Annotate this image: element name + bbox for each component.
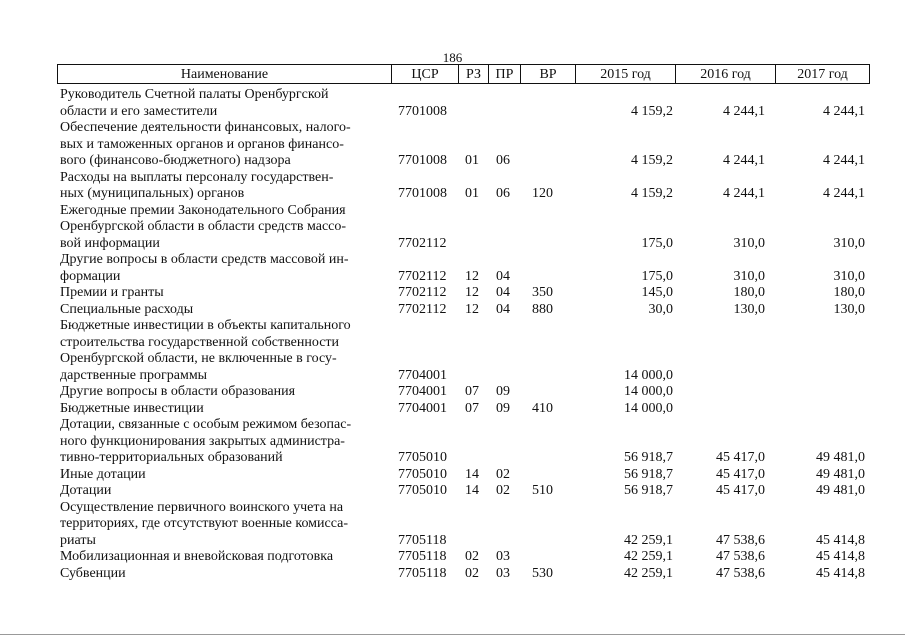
- row-pr: 06: [496, 153, 510, 168]
- column-header-rz: РЗ: [458, 65, 488, 83]
- row-value-2015: 56 918,7: [624, 466, 673, 482]
- row-name-line: Специальные расходы: [60, 301, 194, 317]
- row-name: [60, 120, 390, 170]
- column-header-name: Наименование: [180, 67, 269, 82]
- table-row: [60, 549, 868, 566]
- row-csr: 7701008: [398, 186, 447, 201]
- row-value-2016: 45 417,0: [716, 450, 765, 465]
- row-name: [60, 483, 390, 500]
- row-name-line: Оренбургской области в области средств массо-: [60, 219, 347, 234]
- row-value-2015: 4 159,2: [631, 186, 673, 201]
- row-name: [60, 318, 390, 384]
- row-name-line: вого (финансово-бюджетного) надзора: [60, 153, 291, 168]
- row-value-2016: 47 538,6: [716, 532, 765, 548]
- row-pr: 03: [496, 565, 510, 581]
- row-name: [60, 549, 390, 566]
- row-rz: 12: [465, 285, 479, 300]
- row-name-line: Субвенции: [60, 565, 126, 581]
- row-name-line: Руководитель Счетной палаты Оренбургской: [60, 87, 329, 102]
- row-name-line: Бюджетные инвестиции в объекты капитального: [60, 318, 351, 333]
- table-row: [60, 417, 868, 467]
- row-name-line: Премии и гранты: [60, 285, 164, 300]
- row-pr: 09: [496, 400, 510, 416]
- row-value-2015: 42 259,1: [624, 532, 673, 548]
- row-name-line: Ежегодные премии Законодательного Собрания: [60, 202, 346, 218]
- row-csr: 7705118: [398, 565, 447, 581]
- row-value-2015: 145,0: [641, 285, 673, 300]
- row-vr: 410: [532, 400, 553, 416]
- row-csr: 7705118: [398, 549, 447, 564]
- row-value-2016: 310,0: [733, 235, 765, 251]
- row-name: [60, 302, 390, 319]
- row-value-2017: 49 481,0: [816, 450, 865, 465]
- row-rz: 07: [465, 400, 479, 416]
- row-name-line: ного функционирования закрытых администра-: [60, 433, 345, 449]
- row-name: [60, 285, 390, 302]
- row-value-2017: 4 244,1: [823, 103, 865, 119]
- row-rz: 07: [465, 384, 479, 399]
- column-header-2015: 2015 год: [575, 65, 675, 83]
- row-csr: 7704001: [398, 400, 447, 416]
- row-pr: 02: [496, 466, 510, 482]
- row-csr: 7705010: [398, 483, 447, 498]
- table-row: [60, 120, 868, 170]
- row-name-line: дарственные программы: [60, 367, 208, 383]
- row-value-2015: 14 000,0: [624, 367, 673, 383]
- row-value-2016: 47 538,6: [716, 565, 765, 581]
- table-row: [60, 170, 868, 203]
- row-name-line: риаты: [60, 532, 96, 548]
- row-value-2017: 45 414,8: [816, 549, 865, 564]
- table-row: [60, 285, 868, 302]
- row-value-2016: 310,0: [733, 268, 765, 284]
- row-value-2017: 45 414,8: [816, 532, 865, 548]
- row-vr: 350: [532, 285, 553, 300]
- row-value-2015: 56 918,7: [624, 483, 673, 498]
- row-name: [60, 170, 390, 203]
- row-name-line: тивно-территориальных образований: [60, 450, 283, 465]
- table-row: [60, 203, 868, 253]
- table-row: [60, 384, 868, 401]
- row-vr: 530: [532, 565, 553, 581]
- row-rz: 14: [465, 466, 479, 482]
- row-name: [60, 203, 390, 253]
- row-rz: 01: [465, 153, 479, 168]
- row-pr: 06: [496, 186, 510, 201]
- row-name: [60, 500, 390, 550]
- row-csr: 7702112: [398, 268, 447, 284]
- table-row: [60, 467, 868, 484]
- row-name-line: строительства государственной собственности: [60, 334, 340, 350]
- row-name-line: Дотации, связанные с особым режимом безопас-: [60, 417, 352, 432]
- row-name: [60, 417, 390, 467]
- column-header-2016: 2016 год: [675, 65, 775, 83]
- row-value-2015: 30,0: [648, 301, 673, 317]
- table-row: [60, 318, 868, 384]
- row-rz: 12: [465, 301, 479, 317]
- page-number: 186: [442, 50, 463, 65]
- row-name-line: Другие вопросы в области образования: [60, 384, 296, 399]
- row-csr: 7704001: [398, 367, 447, 383]
- row-name-line: Мобилизационная и вневойсковая подготовка: [60, 549, 334, 564]
- row-value-2015: 14 000,0: [624, 384, 673, 399]
- row-csr: 7702112: [398, 285, 447, 300]
- row-name-line: вых и таможенных органов и органов финансо-: [60, 136, 344, 152]
- row-pr: 02: [496, 483, 510, 498]
- row-rz: 02: [465, 549, 479, 564]
- table-row: [60, 302, 868, 319]
- row-value-2017: 180,0: [833, 285, 865, 300]
- row-csr: 7702112: [398, 301, 447, 317]
- column-header-pr: ПР: [488, 65, 520, 83]
- row-vr: 120: [532, 186, 553, 201]
- row-rz: 01: [465, 186, 479, 201]
- row-value-2016: 4 244,1: [723, 103, 765, 119]
- row-name: [60, 467, 390, 484]
- row-value-2015: 175,0: [641, 235, 673, 251]
- row-name-line: области и его заместители: [60, 103, 218, 119]
- row-name-line: Осуществление первичного воинского учета на: [60, 499, 344, 515]
- row-value-2016: 47 538,6: [716, 549, 765, 564]
- row-value-2015: 42 259,1: [624, 549, 673, 564]
- row-name-line: ных (муниципальных) органов: [60, 186, 245, 201]
- table-header: [57, 64, 870, 84]
- row-value-2016: 4 244,1: [723, 153, 765, 168]
- table-row: [60, 401, 868, 418]
- row-name-line: Расходы на выплаты персоналу государствен-: [60, 169, 334, 185]
- table-row: [60, 252, 868, 285]
- row-name-line: Бюджетные инвестиции: [60, 400, 204, 416]
- row-pr: 04: [496, 268, 510, 284]
- row-name: [60, 252, 390, 285]
- row-value-2017: 49 481,0: [816, 466, 865, 482]
- row-value-2015: 4 159,2: [631, 103, 673, 119]
- row-csr: 7701008: [398, 103, 447, 119]
- column-header-2017: 2017 год: [775, 65, 869, 83]
- table-row: [60, 483, 868, 500]
- row-value-2016: 45 417,0: [716, 483, 765, 498]
- row-vr: 880: [532, 301, 553, 317]
- table-row: [60, 87, 868, 120]
- row-pr: 04: [496, 285, 510, 300]
- row-value-2017: 49 481,0: [816, 483, 865, 498]
- row-name-line: Оренбургской области, не включенные в госу-: [60, 351, 337, 366]
- row-csr: 7701008: [398, 153, 447, 168]
- row-name-line: вой информации: [60, 235, 160, 251]
- row-csr: 7705118: [398, 532, 447, 548]
- row-pr: 03: [496, 549, 510, 564]
- table-row: [60, 500, 868, 550]
- row-value-2017: 4 244,1: [823, 153, 865, 168]
- row-pr: 09: [496, 384, 510, 399]
- row-name-line: Иные дотации: [60, 466, 146, 482]
- row-value-2015: 56 918,7: [624, 450, 673, 465]
- row-value-2017: 310,0: [833, 268, 865, 284]
- column-header-csr: ЦСР: [391, 65, 458, 83]
- table-row: [60, 566, 868, 583]
- row-name: [60, 87, 390, 120]
- row-name: [60, 384, 390, 401]
- row-rz: 02: [465, 565, 479, 581]
- row-value-2015: 175,0: [641, 268, 673, 284]
- row-value-2015: 4 159,2: [631, 153, 673, 168]
- row-value-2015: 42 259,1: [624, 565, 673, 581]
- row-name-line: Другие вопросы в области средств массовой ин-: [60, 252, 349, 267]
- row-vr: 510: [532, 483, 553, 498]
- row-name-line: территориях, где отсутствуют военные комисса-: [60, 516, 349, 531]
- row-rz: 14: [465, 483, 479, 498]
- row-name-line: Дотации: [60, 483, 112, 498]
- row-pr: 04: [496, 301, 510, 317]
- row-value-2017: 310,0: [833, 235, 865, 251]
- row-name: [60, 566, 390, 583]
- row-value-2015: 14 000,0: [624, 400, 673, 416]
- row-csr: 7705010: [398, 450, 447, 465]
- row-value-2017: 4 244,1: [823, 186, 865, 201]
- row-name: [60, 401, 390, 418]
- row-rz: 12: [465, 268, 479, 284]
- row-csr: 7702112: [398, 235, 447, 251]
- page-bottom-rule: [0, 634, 905, 635]
- row-value-2016: 180,0: [733, 285, 765, 300]
- row-value-2016: 4 244,1: [723, 186, 765, 201]
- row-value-2017: 45 414,8: [816, 565, 865, 581]
- row-csr: 7704001: [398, 384, 447, 399]
- row-csr: 7705010: [398, 466, 447, 482]
- row-name-line: Обеспечение деятельности финансовых, налого-: [60, 120, 351, 135]
- row-name-line: формации: [60, 268, 121, 284]
- row-value-2016: 45 417,0: [716, 466, 765, 482]
- row-value-2017: 130,0: [833, 301, 865, 317]
- row-value-2016: 130,0: [733, 301, 765, 317]
- column-header-vr: ВР: [520, 65, 575, 83]
